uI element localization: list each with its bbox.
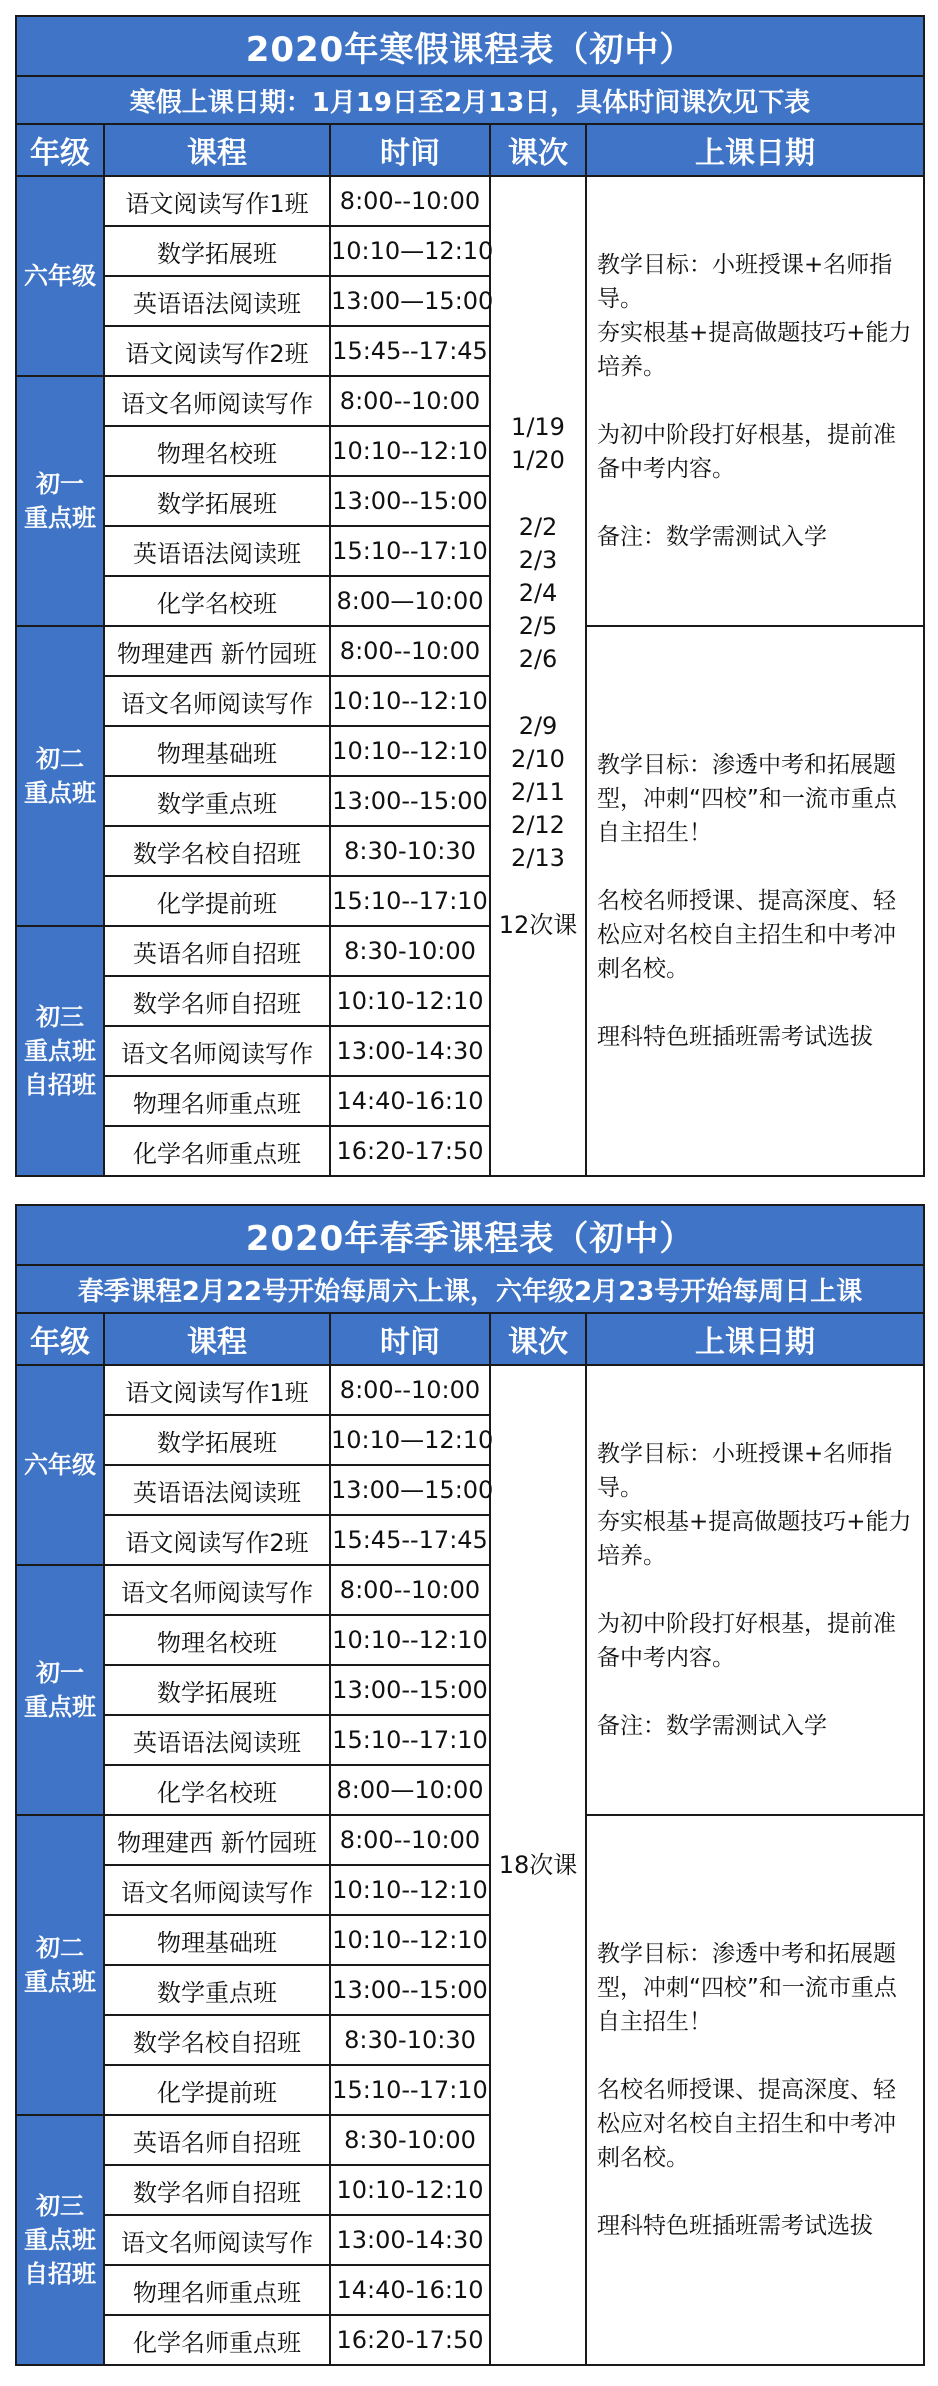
course-name: 语文名师阅读写作 <box>104 1026 330 1076</box>
session-date-line: 2/12 <box>511 810 565 839</box>
spring-table-title: 2020年春季课程表（初中） <box>16 1205 924 1265</box>
course-name: 语文名师阅读写作 <box>104 1565 330 1615</box>
course-name: 语文名师阅读写作 <box>104 376 330 426</box>
note-line: 为初中阶段打好根基，提前准备中考内容。 <box>597 1611 896 1671</box>
course-name: 数学拓展班 <box>104 476 330 526</box>
class-time: 8:30-10:00 <box>330 2115 490 2165</box>
course-name: 语文阅读写作1班 <box>104 1365 330 1415</box>
spring-table-subtitle: 春季课程2月22号开始每周六上课，六年级2月23号开始每周日上课 <box>16 1265 924 1313</box>
class-time: 15:10--17:10 <box>330 2065 490 2115</box>
column-header-grade: 年级 <box>16 1313 104 1365</box>
class-time: 8:00--10:00 <box>330 176 490 226</box>
class-time: 8:00--10:00 <box>330 1365 490 1415</box>
class-time: 8:00--10:00 <box>330 1565 490 1615</box>
note-line: 名校名师授课、提高深度、轻松应对名校自主招生和中考冲刺名校。 <box>597 888 896 982</box>
course-name: 语文阅读写作2班 <box>104 326 330 376</box>
grade-label <box>16 1565 104 1815</box>
grade-label <box>16 1365 104 1565</box>
class-time: 10:10—12:10 <box>330 1415 490 1465</box>
grade-label-line: 初三 <box>36 2192 84 2220</box>
class-time: 13:00--15:00 <box>330 1965 490 2015</box>
course-name: 物理名师重点班 <box>104 1076 330 1126</box>
class-time: 10:10--12:10 <box>330 426 490 476</box>
note-line: 教学目标：小班授课+名师指导。 <box>597 1441 893 1501</box>
class-time: 14:40-16:10 <box>330 1076 490 1126</box>
column-header-dates: 上课日期 <box>586 124 924 176</box>
table-row <box>16 626 924 676</box>
course-notes <box>586 626 924 1176</box>
course-name: 化学提前班 <box>104 2065 330 2115</box>
course-name: 数学名师自招班 <box>104 2165 330 2215</box>
class-time: 13:00-14:30 <box>330 2215 490 2265</box>
class-time: 13:00--15:00 <box>330 476 490 526</box>
grade-label-line: 自招班 <box>24 2260 96 2288</box>
grade-label-line: 重点班 <box>24 1693 96 1721</box>
course-name: 物理名校班 <box>104 1615 330 1665</box>
class-time: 8:30-10:00 <box>330 926 490 976</box>
session-date-line: 2/2 <box>518 512 558 541</box>
column-header-grade: 年级 <box>16 124 104 176</box>
class-time: 13:00—15:00 <box>330 276 490 326</box>
class-time: 8:00—10:00 <box>330 1765 490 1815</box>
class-time: 16:20-17:50 <box>330 2315 490 2365</box>
grade-label-line: 六年级 <box>24 262 96 290</box>
grade-label-line: 初一 <box>36 470 84 498</box>
course-name: 语文阅读写作2班 <box>104 1515 330 1565</box>
course-name: 数学重点班 <box>104 776 330 826</box>
course-name: 化学提前班 <box>104 876 330 926</box>
class-time: 10:10--12:10 <box>330 1915 490 1965</box>
session-date-line: 2/11 <box>511 777 565 806</box>
course-name: 数学名师自招班 <box>104 976 330 1026</box>
class-time: 10:10--12:10 <box>330 676 490 726</box>
course-name: 英语名师自招班 <box>104 2115 330 2165</box>
course-name: 数学重点班 <box>104 1965 330 2015</box>
grade-label-line: 六年级 <box>24 1451 96 1479</box>
note-line: 教学目标：渗透中考和拓展题型，冲刺“四校”和一流市重点自主招生！ <box>597 752 897 846</box>
course-name: 化学名师重点班 <box>104 2315 330 2365</box>
course-name: 数学名校自招班 <box>104 2015 330 2065</box>
session-date-line: 2/10 <box>511 744 565 773</box>
session-date-line: 2/9 <box>518 711 558 740</box>
course-name: 英语名师自招班 <box>104 926 330 976</box>
note-line: 备注：数学需测试入学 <box>597 1713 827 1739</box>
class-time: 15:10--17:10 <box>330 1715 490 1765</box>
course-name: 数学拓展班 <box>104 1415 330 1465</box>
course-name: 物理建西 新竹园班 <box>104 626 330 676</box>
grade-label <box>16 176 104 376</box>
class-time: 13:00—15:00 <box>330 1465 490 1515</box>
note-line: 为初中阶段打好根基，提前准备中考内容。 <box>597 422 896 482</box>
class-time: 13:00--15:00 <box>330 1665 490 1715</box>
note-line: 理科特色班插班需考试选拔 <box>597 2213 873 2239</box>
column-header-time: 时间 <box>330 124 490 176</box>
grade-label-line: 初三 <box>36 1003 84 1031</box>
note-line: 教学目标：小班授课+名师指导。 <box>597 252 893 312</box>
course-name: 数学拓展班 <box>104 1665 330 1715</box>
class-time: 10:10-12:10 <box>330 2165 490 2215</box>
session-dates <box>490 176 586 1176</box>
course-name: 语文名师阅读写作 <box>104 676 330 726</box>
class-time: 15:10--17:10 <box>330 526 490 576</box>
course-name: 物理基础班 <box>104 726 330 776</box>
note-line: 夯实根基+提高做题技巧+能力培养。 <box>597 1509 912 1569</box>
course-name: 物理名师重点班 <box>104 2265 330 2315</box>
column-header-sessions: 课次 <box>490 124 586 176</box>
grade-label-line: 初一 <box>36 1659 84 1687</box>
course-name: 化学名校班 <box>104 1765 330 1815</box>
note-line: 夯实根基+提高做题技巧+能力培养。 <box>597 320 912 380</box>
course-name: 英语语法阅读班 <box>104 1465 330 1515</box>
session-date-line: 18次课 <box>498 1850 578 1879</box>
grade-label-line: 初二 <box>36 1934 84 1962</box>
grade-label <box>16 376 104 626</box>
class-time: 10:10--12:10 <box>330 1615 490 1665</box>
column-header-sessions: 课次 <box>490 1313 586 1365</box>
course-notes <box>586 176 924 626</box>
course-name: 化学名师重点班 <box>104 1126 330 1176</box>
class-time: 10:10--12:10 <box>330 1865 490 1915</box>
class-time: 13:00-14:30 <box>330 1026 490 1076</box>
winter-schedule-table <box>15 15 925 1177</box>
class-time: 10:10-12:10 <box>330 976 490 1026</box>
session-date-line: 2/13 <box>511 843 565 872</box>
class-time: 16:20-17:50 <box>330 1126 490 1176</box>
grade-label-line: 初二 <box>36 745 84 773</box>
table-row <box>16 1365 924 1415</box>
course-name: 英语语法阅读班 <box>104 1715 330 1765</box>
grade-label-line: 重点班 <box>24 779 96 807</box>
class-time: 13:00--15:00 <box>330 776 490 826</box>
table-row <box>16 1815 924 1865</box>
session-dates <box>490 1365 586 2365</box>
grade-label-line: 自招班 <box>24 1071 96 1099</box>
session-date-line: 2/3 <box>518 545 558 574</box>
class-time: 8:00—10:00 <box>330 576 490 626</box>
session-date-line: 1/20 <box>511 445 565 474</box>
class-time: 8:00--10:00 <box>330 376 490 426</box>
grade-label-line: 重点班 <box>24 2226 96 2254</box>
note-line: 备注：数学需测试入学 <box>597 524 827 550</box>
course-name: 英语语法阅读班 <box>104 276 330 326</box>
note-line: 教学目标：渗透中考和拓展题型，冲刺“四校”和一流市重点自主招生！ <box>597 1941 897 2035</box>
grade-label-line: 重点班 <box>24 504 96 532</box>
class-time: 8:00--10:00 <box>330 1815 490 1865</box>
course-name: 数学拓展班 <box>104 226 330 276</box>
course-name: 物理基础班 <box>104 1915 330 1965</box>
grade-label <box>16 626 104 926</box>
course-name: 数学名校自招班 <box>104 826 330 876</box>
column-header-course: 课程 <box>104 1313 330 1365</box>
session-date-line: 2/4 <box>518 578 558 607</box>
column-header-time: 时间 <box>330 1313 490 1365</box>
session-date-line: 12次课 <box>498 910 578 939</box>
course-name: 语文名师阅读写作 <box>104 2215 330 2265</box>
class-time: 15:10--17:10 <box>330 876 490 926</box>
course-name: 英语语法阅读班 <box>104 526 330 576</box>
class-time: 14:40-16:10 <box>330 2265 490 2315</box>
course-name: 语文名师阅读写作 <box>104 1865 330 1915</box>
column-header-course: 课程 <box>104 124 330 176</box>
class-time: 10:10--12:10 <box>330 726 490 776</box>
winter-table-subtitle: 寒假上课日期：1月19日至2月13日，具体时间课次见下表 <box>16 76 924 124</box>
class-time: 8:00--10:00 <box>330 626 490 676</box>
table-row <box>16 176 924 226</box>
grade-label <box>16 926 104 1176</box>
grade-label <box>16 2115 104 2365</box>
note-line: 理科特色班插班需考试选拔 <box>597 1024 873 1050</box>
class-time: 15:45--17:45 <box>330 1515 490 1565</box>
class-time: 8:30-10:30 <box>330 2015 490 2065</box>
spring-schedule-table <box>15 1204 925 2366</box>
session-date-line: 2/5 <box>518 611 558 640</box>
course-name: 化学名校班 <box>104 576 330 626</box>
winter-table-title: 2020年寒假课程表（初中） <box>16 16 924 76</box>
course-name: 语文阅读写作1班 <box>104 176 330 226</box>
note-line: 名校名师授课、提高深度、轻松应对名校自主招生和中考冲刺名校。 <box>597 2077 896 2171</box>
course-notes <box>586 1365 924 1815</box>
class-time: 8:30-10:30 <box>330 826 490 876</box>
class-time: 15:45--17:45 <box>330 326 490 376</box>
grade-label <box>16 1815 104 2115</box>
grade-label-line: 重点班 <box>24 1968 96 1996</box>
grade-label-line: 重点班 <box>24 1037 96 1065</box>
session-date-line: 1/19 <box>511 412 565 441</box>
course-name: 物理建西 新竹园班 <box>104 1815 330 1865</box>
session-date-line: 2/6 <box>518 644 558 673</box>
class-time: 10:10—12:10 <box>330 226 490 276</box>
course-name: 物理名校班 <box>104 426 330 476</box>
course-notes <box>586 1815 924 2365</box>
column-header-dates: 上课日期 <box>586 1313 924 1365</box>
